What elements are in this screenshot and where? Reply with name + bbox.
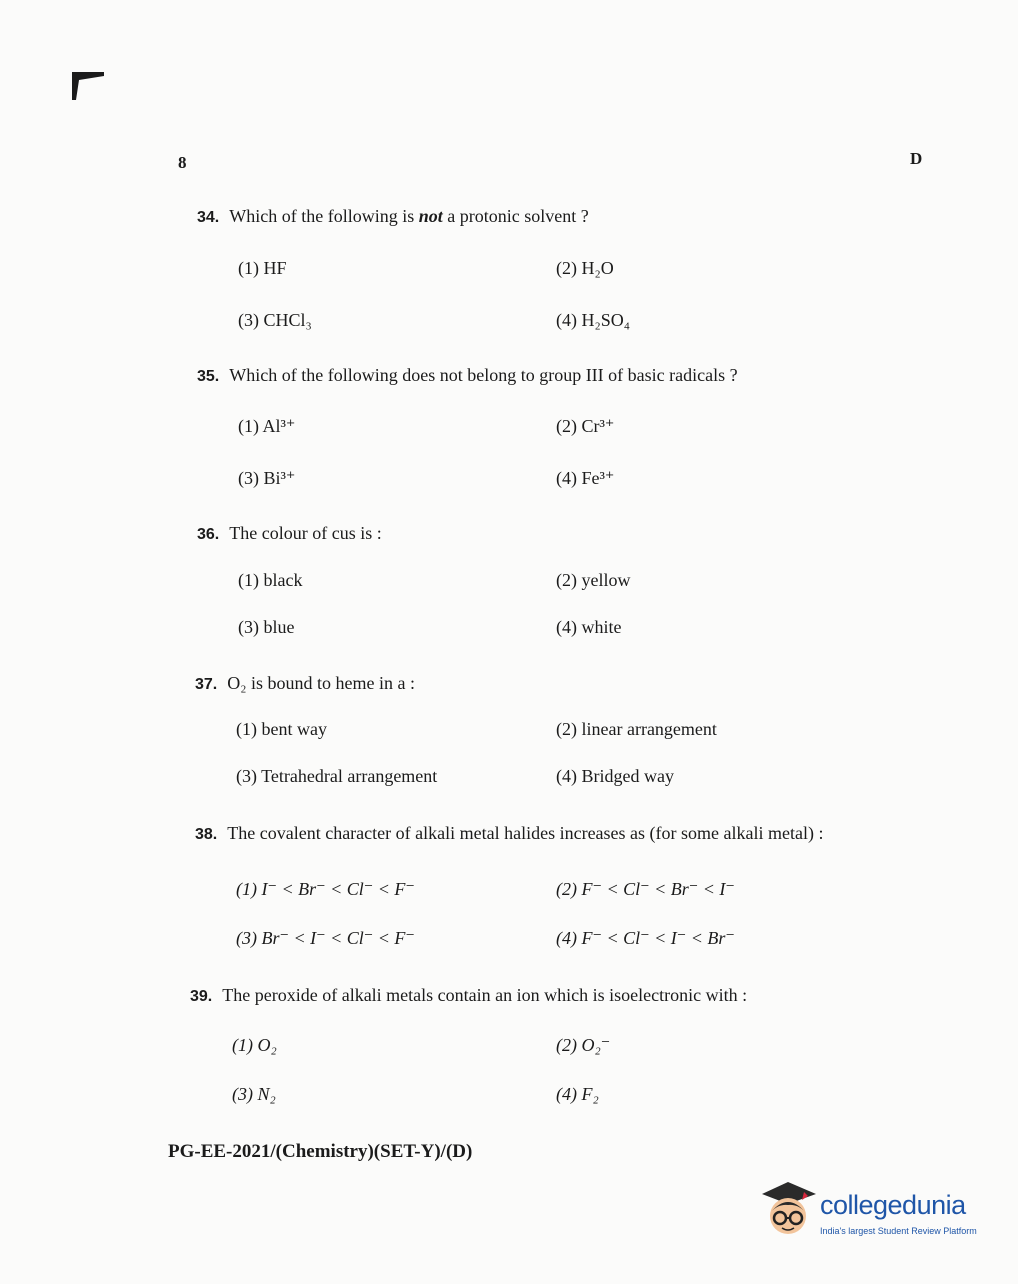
question-stem: O₂ is bound to heme in a : [227,673,416,693]
question-number: 36. [197,526,220,543]
option-1: (1) Al³⁺ [238,416,296,436]
option-4: (4) white [556,617,622,637]
corner-mark [70,70,106,100]
option-2: (2) O₂⁻ [556,1035,611,1055]
option-1: (1) I⁻ < Br⁻ < Cl⁻ < F⁻ [236,879,415,899]
option-2: (2) linear arrangement [556,719,717,739]
question-stem-emphasis: not [418,206,443,226]
page-number: 8 [178,153,187,172]
option-3: (3) Tetrahedral arrangement [236,766,438,786]
question-number: 35. [197,368,220,385]
option-4: (4) H₂SO₄ [556,310,631,330]
question-stem-pre: Which of the following is [229,206,419,226]
option-2: (2) F⁻ < Cl⁻ < Br⁻ < I⁻ [556,879,735,899]
option-1: (1) HF [238,258,287,278]
option-2: (2) H₂O [556,258,614,278]
option-3: (3) Br⁻ < I⁻ < Cl⁻ < F⁻ [236,928,415,948]
question-number: 38. [195,826,218,843]
option-1: (1) bent way [236,719,327,739]
logo-wordmark: collegedunia [820,1190,966,1220]
question-number: 34. [197,209,220,226]
logo-tagline: India's largest Student Review Platform [820,1226,977,1236]
mascot-icon [758,1178,818,1248]
question-number: 37. [195,676,218,693]
option-4: (4) F⁻ < Cl⁻ < I⁻ < Br⁻ [556,928,735,948]
option-3: (3) N₂ [232,1084,276,1104]
option-3: (3) CHCl₃ [238,310,312,330]
question-stem: Which of the following does not belong to group III of basic radicals ? [229,365,738,385]
collegedunia-logo[interactable] [758,1178,988,1248]
option-4: (4) Fe³⁺ [556,468,615,488]
option-2: (2) yellow [556,570,631,590]
question-stem-post: a protonic solvent ? [442,206,589,226]
paper-code: PG-EE-2021/(Chemistry)(SET-Y)/(D) [168,1141,473,1162]
question-number: 39. [190,988,213,1005]
question-stem: The covalent character of alkali metal halides increases as (for some alkali metal) : [227,823,824,843]
option-1: (1) O₂ [232,1035,277,1055]
question-stem: The peroxide of alkali metals contain an ion which is isoelectronic with : [222,985,748,1005]
option-1: (1) black [238,570,303,590]
option-3: (3) blue [238,617,295,637]
option-4: (4) Bridged way [556,766,674,786]
option-4: (4) F₂ [556,1084,599,1104]
set-letter: D [910,149,923,168]
option-2: (2) Cr³⁺ [556,416,615,436]
question-stem: The colour of cus is : [229,523,382,543]
option-3: (3) Bi³⁺ [238,468,296,488]
